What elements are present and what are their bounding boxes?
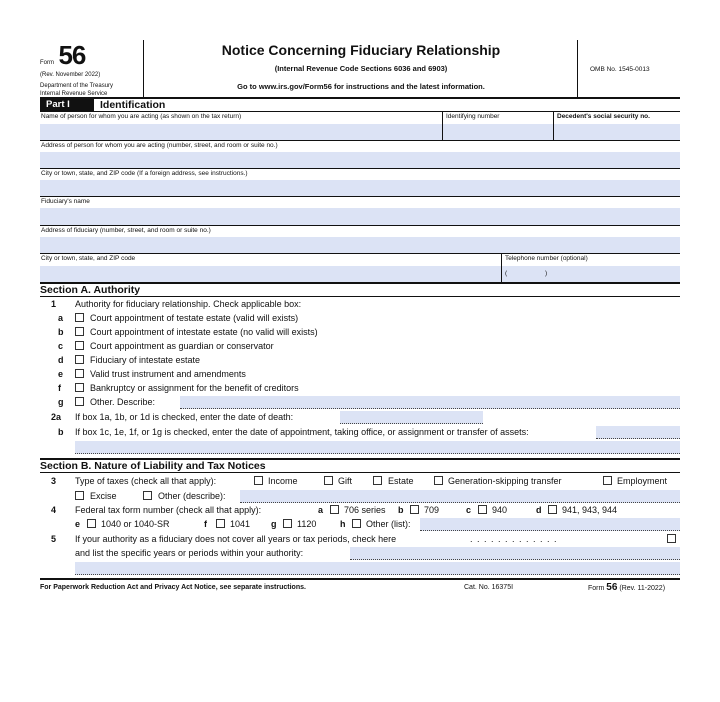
part-1-title: Identification	[100, 99, 166, 111]
line-1d-letter: d	[58, 355, 64, 365]
dept-treasury: Department of the Treasury	[40, 83, 114, 89]
decedent-ssn-field[interactable]	[554, 124, 680, 140]
checkbox-income[interactable]	[254, 476, 263, 485]
checkbox-1c[interactable]	[75, 341, 84, 350]
form-word: Form	[40, 60, 54, 66]
form-title: Notice Concerning Fiduciary Relationship	[221, 42, 501, 58]
line-3-number: 3	[51, 476, 57, 486]
form-e-letter: e	[75, 519, 81, 529]
line-5-number: 5	[51, 534, 57, 544]
checkbox-gift[interactable]	[324, 476, 333, 485]
form-subtitle: (Internal Revenue Code Sections 6036 and 6903)	[274, 64, 448, 73]
line-1e-text: Valid trust instrument and amendments	[90, 369, 246, 379]
form-g-letter: g	[271, 519, 277, 529]
address-field[interactable]	[40, 152, 680, 168]
checkbox-1b[interactable]	[75, 327, 84, 336]
years-periods-field[interactable]	[350, 547, 680, 560]
line-2b-text: If box 1c, 1e, 1f, or 1g is checked, enter the date of appointment, taking office, or assignment or transfer of assets:	[75, 427, 529, 437]
footer-form-number: 56	[606, 582, 618, 593]
fiduciary-address-field[interactable]	[40, 237, 680, 253]
checkbox-940[interactable]	[478, 505, 487, 514]
catalog-number: Cat. No. 16375I	[464, 584, 514, 591]
line-1c-text: Court appointment as guardian or conservator	[90, 341, 274, 351]
form-a-letter: a	[318, 505, 324, 515]
line-3-text: Type of taxes (check all that apply):	[75, 476, 217, 486]
tax-gst-label: Generation-skipping transfer	[448, 476, 562, 486]
name-label: Name of person for whom you are acting (as shown on the tax return)	[41, 113, 242, 120]
section-a-title: Section A. Authority	[40, 284, 141, 296]
line-1c-letter: c	[58, 341, 64, 351]
form-f-letter: f	[204, 519, 207, 529]
fiduciary-name-label: Fiduciary's name	[41, 198, 90, 205]
tax-gift-label: Gift	[338, 476, 353, 486]
checkbox-709[interactable]	[410, 505, 419, 514]
city-field[interactable]	[40, 180, 680, 196]
form-1120-label: 1120	[297, 519, 317, 529]
telephone-label: Telephone number (optional)	[505, 255, 588, 262]
form-1040-label: 1040 or 1040-SR	[101, 519, 170, 529]
other-form-field[interactable]	[420, 518, 680, 531]
footer-revision: (Rev. 11-2022)	[619, 585, 666, 592]
checkbox-excise[interactable]	[75, 491, 84, 500]
line-1b-text: Court appointment of intestate estate (no valid will exists)	[90, 327, 318, 337]
form-other-label: Other (list):	[366, 519, 411, 529]
line-1-number: 1	[51, 299, 57, 309]
telephone-field[interactable]	[502, 266, 680, 282]
form-h-letter: h	[340, 519, 346, 529]
line-1a-letter: a	[58, 313, 64, 323]
checkbox-employment[interactable]	[603, 476, 612, 485]
line-1g-letter: g	[58, 397, 64, 407]
fiduciary-city-field[interactable]	[40, 266, 501, 282]
decedent-ssn-label: Decedent's social security no.	[557, 113, 650, 120]
line-2b-letter: b	[58, 427, 64, 437]
line-1a-text: Court appointment of testate estate (valid will exists)	[90, 313, 299, 323]
appointment-date-field-cont[interactable]	[75, 441, 680, 454]
footer-form-word: Form	[588, 585, 605, 592]
line-2a-text: If box 1a, 1b, or 1d is checked, enter the date of death:	[75, 412, 294, 422]
tax-other-label: Other (describe):	[158, 491, 226, 501]
line-1-text: Authority for fiduciary relationship. Check applicable box:	[75, 299, 302, 309]
line-5-text: If your authority as a fiduciary does not cover all years or tax periods, check here	[75, 534, 397, 544]
form-d-letter: d	[536, 505, 542, 515]
line-2a-number: 2a	[51, 412, 62, 422]
checkbox-1a[interactable]	[75, 313, 84, 322]
line-1f-letter: f	[58, 383, 61, 393]
paperwork-notice: For Paperwork Reduction Act and Privacy Act Notice, see separate instructions.	[40, 584, 306, 591]
appointment-date-field[interactable]	[596, 426, 680, 439]
checkbox-other-form[interactable]	[352, 519, 361, 528]
checkbox-706[interactable]	[330, 505, 339, 514]
tax-estate-label: Estate	[388, 476, 414, 486]
tax-income-label: Income	[268, 476, 298, 486]
form-940-label: 940	[492, 505, 508, 515]
instructions-link-text: Go to www.irs.gov/Form56 for instructions and the latest information.	[237, 82, 485, 91]
checkbox-1040[interactable]	[87, 519, 96, 528]
checkbox-other-tax[interactable]	[143, 491, 152, 500]
other-tax-field[interactable]	[240, 490, 680, 503]
tax-excise-label: Excise	[90, 491, 117, 501]
identifying-number-label: Identifying number	[446, 113, 500, 120]
line-4-number: 4	[51, 505, 57, 515]
section-b-title: Section B. Nature of Liability and Tax Notices	[40, 460, 266, 472]
part-1-tag: Part I	[40, 99, 94, 111]
form-1041-label: 1041	[230, 519, 251, 529]
identifying-number-field[interactable]	[443, 124, 553, 140]
form-number: 56	[58, 40, 86, 70]
checkbox-1f[interactable]	[75, 383, 84, 392]
dept-irs: Internal Revenue Service	[40, 91, 108, 97]
fiduciary-city-label: City or town, state, and ZIP code	[41, 255, 136, 262]
form-706-label: 706 series	[344, 505, 386, 515]
checkbox-gst[interactable]	[434, 476, 443, 485]
line-4-text: Federal tax form number (check all that apply):	[75, 505, 262, 515]
form-b-letter: b	[398, 505, 404, 515]
line-5-dots: . . . . . . . . . . . . .	[470, 534, 558, 544]
address-label: Address of person for whom you are acting (number, street, and room or suite no.)	[41, 142, 278, 149]
line-1b-letter: b	[58, 327, 64, 337]
city-label: City or town, state, and ZIP code (If a foreign address, see instructions.)	[41, 170, 248, 177]
checkbox-line-5[interactable]	[667, 534, 676, 543]
checkbox-941[interactable]	[548, 505, 557, 514]
tax-employment-label: Employment	[617, 476, 668, 486]
checkbox-1120[interactable]	[283, 519, 292, 528]
form-c-letter: c	[466, 505, 472, 515]
line-1g-text: Other. Describe:	[90, 397, 156, 407]
checkbox-estate[interactable]	[373, 476, 382, 485]
revision-date: (Rev. November 2022)	[40, 72, 101, 78]
years-periods-field-cont[interactable]	[75, 562, 680, 575]
line-1f-text: Bankruptcy or assignment for the benefit of creditors	[90, 383, 299, 393]
line-1d-text: Fiduciary of intestate estate	[90, 355, 201, 365]
checkbox-1e[interactable]	[75, 369, 84, 378]
form-941-label: 941, 943, 944	[562, 505, 618, 515]
line-1e-letter: e	[58, 369, 64, 379]
phone-paren-close: )	[545, 270, 548, 277]
checkbox-1041[interactable]	[216, 519, 225, 528]
form-709-label: 709	[424, 505, 440, 515]
date-of-death-field[interactable]	[340, 411, 483, 424]
form-id-block	[40, 40, 142, 98]
omb-number: OMB No. 1545-0013	[590, 66, 650, 73]
name-field[interactable]	[40, 124, 442, 140]
fiduciary-name-field[interactable]	[40, 208, 680, 225]
fiduciary-address-label: Address of fiduciary (number, street, and room or suite no.)	[41, 227, 211, 234]
footer-form-id	[588, 582, 665, 593]
phone-paren-open: (	[505, 270, 508, 277]
checkbox-1g[interactable]	[75, 397, 84, 406]
checkbox-1d[interactable]	[75, 355, 84, 364]
line-5-text-2: and list the specific years or periods within your authority:	[75, 548, 304, 558]
other-describe-field[interactable]	[180, 396, 680, 409]
